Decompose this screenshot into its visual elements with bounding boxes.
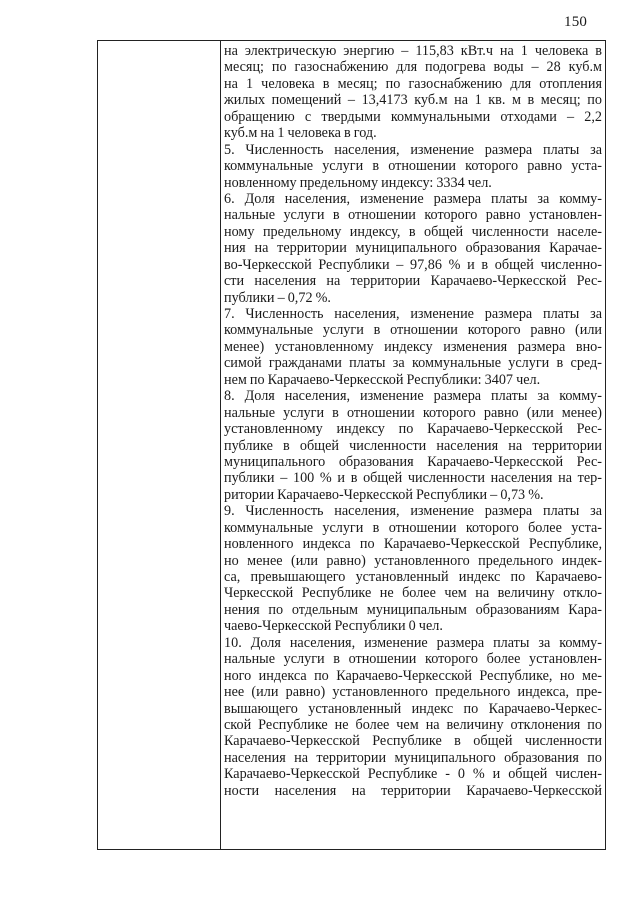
text-line: ности населения на территории Карачаево-Черкесской — [224, 782, 602, 799]
text-line: обращению с твердыми коммунальными отходами – 2,2 — [224, 108, 602, 125]
text-line: нальные услуги в отношении которого равно (или менее) — [224, 404, 602, 421]
text-line: жилых помещений – 13,4173 куб.м на 1 кв. м в месяц; по — [224, 92, 602, 109]
text-line: но менее (или равно) установленного предельного индек- — [224, 552, 602, 569]
text-line: месяц; по газоснабжению для подогрева воды – 28 куб.м — [224, 59, 602, 76]
text-line: Черкесской Республике не более чем на величину откло- — [224, 585, 602, 602]
text-line: коммунальные услуги в отношении которого равно (или — [224, 322, 602, 339]
text-line: Карачаево-Черкесской Республике в общей численности — [224, 733, 602, 750]
text-line: публике в общей численности населения на территории — [224, 437, 602, 454]
text-line: коммунальные услуги в отношении которого более уста- — [224, 519, 602, 536]
text-line: 5. Численность населения, изменение размера платы за — [224, 141, 602, 158]
text-line: Карачаево-Черкесской Республике - 0 % и общей числен- — [224, 766, 602, 783]
text-line: коммунальные услуги в отношении которого равно уста- — [224, 158, 602, 175]
text-line: новленного индекса по Карачаево-Черкесской Республике, — [224, 536, 602, 553]
text-line: публики – 100 % и в общей численности населения на тер- — [224, 470, 602, 487]
text-line: ния на территории муниципального образования Карачае- — [224, 240, 602, 257]
text-line: ного индекса по Карачаево-Черкесской Республике, но ме- — [224, 667, 602, 684]
text-line: 10. Доля населения, изменение размера платы за комму- — [224, 634, 602, 651]
text-line: во-Черкесской Республики – 97,86 % и в общей численно- — [224, 256, 602, 273]
text-line: населения на территории муниципального образования по — [224, 749, 602, 766]
text-line: са, превышающего установленный индекс по Карачаево- — [224, 569, 602, 585]
text-line: чаево-Черкесской Республики 0 чел. — [224, 618, 443, 635]
text-line: ской Республике не более чем на величину отклонения по — [224, 716, 602, 733]
text-line: новленному предельному индексу: 3334 чел. — [224, 174, 492, 191]
text-line: на электрическую энергию – 115,83 кВт.ч на 1 человека в — [224, 43, 602, 59]
text-line: на 1 человека в месяц; по газоснабжению для отопления — [224, 75, 602, 92]
text-line: 8. Доля населения, изменение размера платы за комму- — [224, 388, 602, 405]
document-table — [97, 40, 606, 850]
text-line: нем по Карачаево-Черкесской Республики: 3407 чел. — [224, 371, 541, 388]
text-line: сти населения на территории Карачаево-Черкесской Рес- — [224, 273, 602, 290]
text-line: нения по отдельным муниципальным образованиям Кара- — [224, 601, 602, 618]
column-divider — [220, 41, 221, 849]
text-line: муниципального образования Карачаево-Черкесской Рес- — [224, 453, 602, 470]
text-line: куб.м на 1 человека в год. — [224, 125, 377, 142]
text-line: 9. Численность населения, изменение размера платы за — [224, 503, 602, 520]
text-line: менее) установленному индексу изменения размера вно- — [224, 338, 602, 355]
text-line: публики – 0,72 %. — [224, 289, 331, 306]
text-line: ритории Карачаево-Черкесской Республики – 0,73 %. — [224, 486, 544, 503]
text-line: вышающего установленный индекс по Карачаево-Черкес- — [224, 700, 602, 717]
text-line: установленному индексу по Карачаево-Черкесской Рес- — [224, 421, 602, 438]
text-cell — [224, 43, 602, 849]
text-line: симой гражданами платы за коммунальные услуги в сред- — [224, 355, 602, 372]
text-line: нальные услуги в отношении которого равно установлен- — [224, 207, 602, 224]
text-line: нальные услуги в отношении которого более установлен- — [224, 651, 602, 668]
text-line: ному предельному индексу, в общей численности населе- — [224, 223, 602, 240]
text-line: 6. Доля населения, изменение размера платы за комму- — [224, 190, 602, 207]
text-line: 7. Численность населения, изменение размера платы за — [224, 306, 602, 322]
page-number: 150 — [564, 14, 588, 30]
text-line: нее (или равно) установленного предельного индекса, пре- — [224, 684, 602, 701]
